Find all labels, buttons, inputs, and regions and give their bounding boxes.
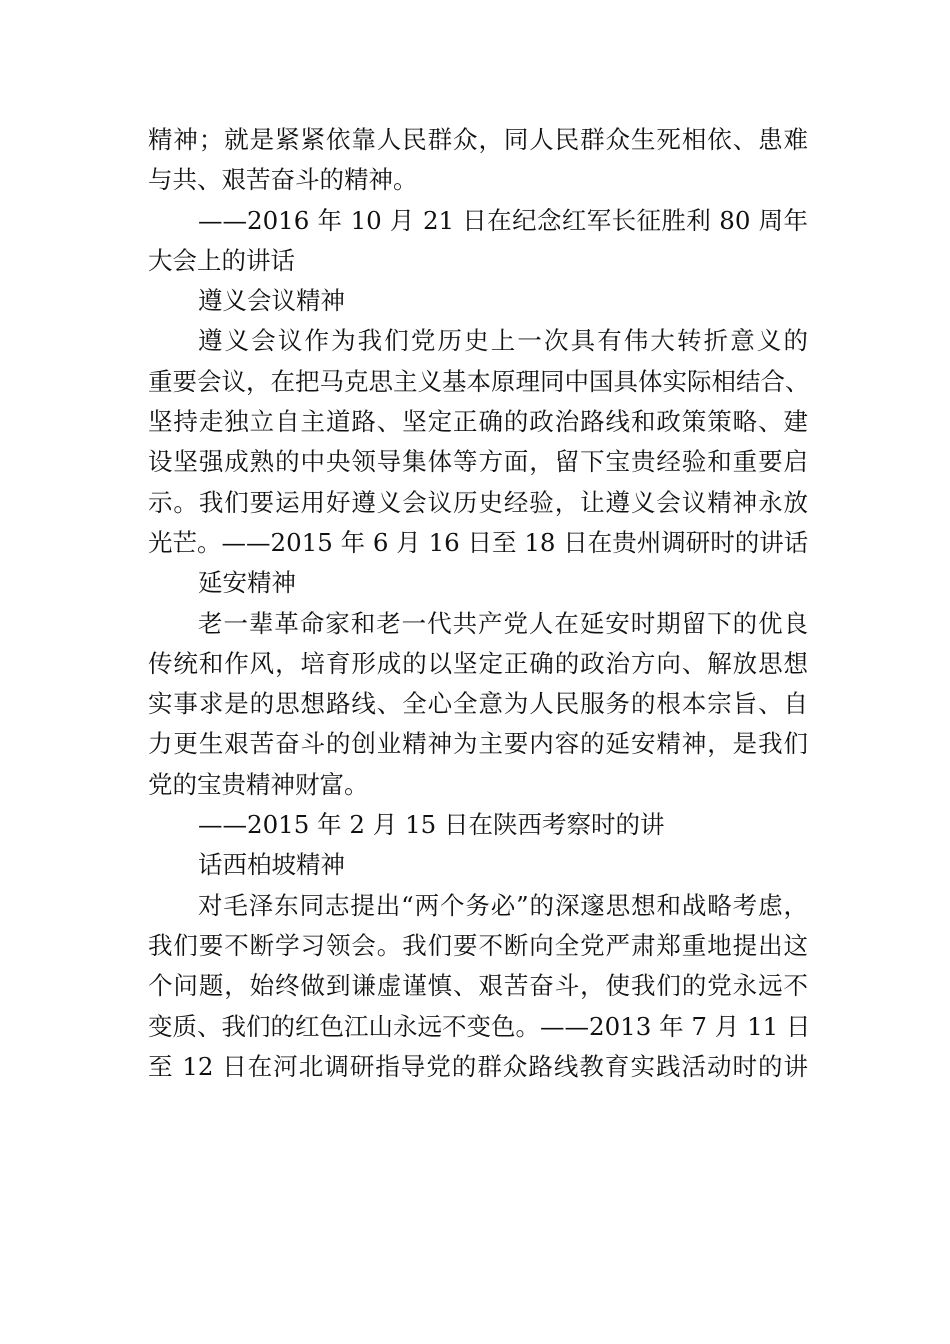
text-line: 与共、艰苦奋斗的精神。	[148, 165, 418, 195]
text-line: 重要会议，在把马克思主义基本原理同中国具体实际相结合、	[148, 366, 810, 396]
text-line: 话西柏坡精神	[198, 850, 345, 880]
text-line: 我们要不断学习领会。我们要不断向全党严肃郑重地提出这	[148, 930, 808, 960]
text-line: 党的宝贵精神财富。	[148, 769, 369, 799]
text-line: 传统和作风，培育形成的以坚定正确的政治方向、解放思想	[148, 648, 808, 678]
document-body	[148, 120, 811, 1087]
text-line: 大会上的讲话	[148, 245, 295, 275]
text-line: 遵义会议精神	[198, 286, 345, 316]
text-line: 至 12 日在河北调研指导党的群众路线教育实践活动时的讲	[148, 1051, 808, 1081]
text-line: 个问题，始终做到谦虚谨慎、艰苦奋斗，使我们的党永远不	[148, 971, 808, 1001]
text-line: 光芒。——2015 年 6 月 16 日至 18 日在贵州调研时的讲话	[148, 527, 809, 557]
text-line: 对毛泽东同志提出“两个务必”的深邃思想和战略考虑，	[198, 890, 808, 920]
text-line: 示。我们要运用好遵义会议历史经验，让遵义会议精神永放	[148, 487, 808, 517]
text-line: 精神；就是紧紧依靠人民群众，同人民群众生死相依、患难	[148, 125, 808, 154]
text-line: 设坚强成熟的中央领导集体等方面，留下宝贵经验和重要启	[148, 447, 808, 477]
text-line: 老一辈革命家和老一代共产党人在延安时期留下的优良	[198, 608, 808, 638]
text-line: 力更生艰苦奋斗的创业精神为主要内容的延安精神，是我们	[148, 729, 808, 759]
text-line: 变质、我们的红色江山永远不变色。——2013 年 7 月 11 日	[148, 1011, 811, 1041]
text-line: ——2016 年 10 月 21 日在纪念红军长征胜利 80 周年	[198, 205, 808, 235]
text-line: 延安精神	[198, 568, 296, 598]
text-line: 实事求是的思想路线、全心全意为人民服务的根本宗旨、自	[148, 689, 808, 719]
text-line: ——2015 年 2 月 15 日在陕西考察时的讲	[198, 810, 665, 840]
text-line: 遵义会议作为我们党历史上一次具有伟大转折意义的	[198, 326, 808, 356]
text-line: 坚持走独立自主道路、坚定正确的政治路线和政策策略、建	[148, 407, 808, 437]
